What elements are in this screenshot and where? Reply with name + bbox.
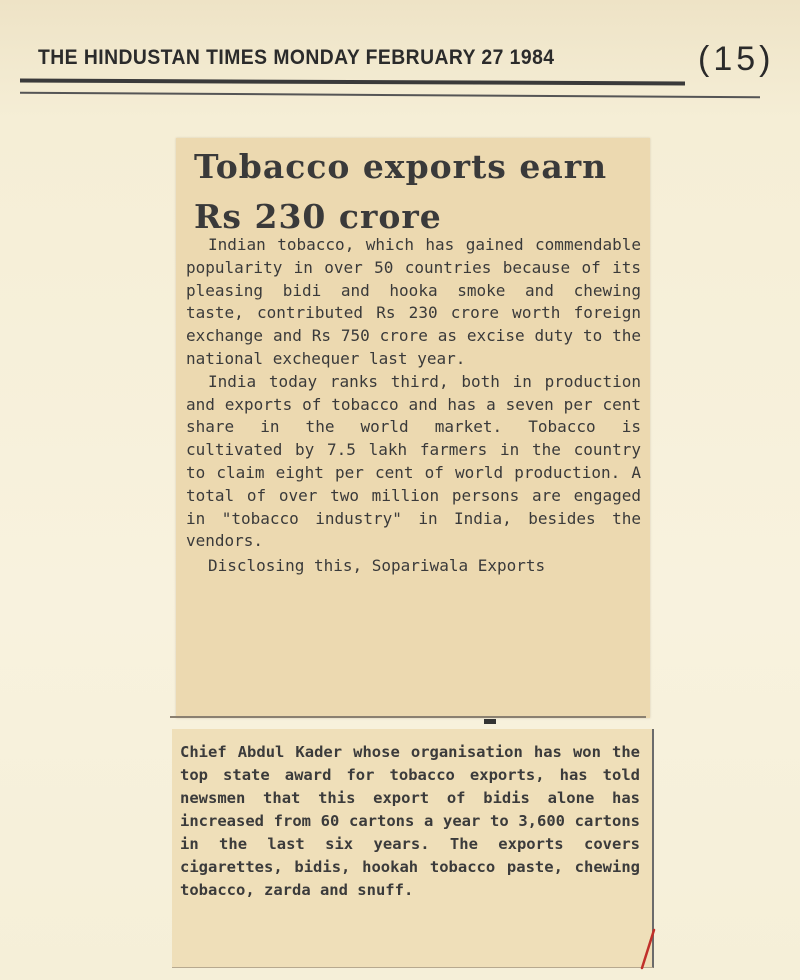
article-body — [186, 234, 641, 578]
divider-marker — [484, 719, 496, 724]
masthead — [20, 36, 790, 116]
article-clipping — [176, 138, 650, 718]
article-paragraph: Disclosing this, Sopariwala Exports — [208, 556, 546, 576]
article-headline: Tobacco exports earn Rs 230 crore — [194, 147, 608, 236]
masthead-rule-thick — [20, 79, 685, 86]
article-paragraph: Indian tobacco, which has gained commendable popularity in over 50 countries because of its pleasing bidi and hooka smoke and chewing taste, contributed Rs 230 crore worth foreign exchange and Rs 750 crore as excise duty to the national exchequer last year. — [186, 235, 641, 368]
masthead-rule-thin — [20, 92, 760, 99]
article-paragraph: India today ranks third, both in production and exports of tobacco and has a seven per cent share in the world market. Tobacco is cultivated by 7.5 lakh farmers in the country to claim eight per cent of world production. A total of over two million persons are engaged in "tobacco industry" in India, besides the vendors. — [186, 371, 641, 551]
continuation-body — [180, 741, 640, 902]
column-divider — [170, 716, 646, 718]
continuation-clipping — [172, 729, 654, 968]
masthead-dateline: THE HINDUSTAN TIMES MONDAY FEBRUARY 27 1984 — [38, 46, 555, 69]
page-number: (15) — [698, 40, 775, 78]
red-pen-mark — [630, 928, 660, 972]
continuation-paragraph: Chief Abdul Kader whose organisation has won the top state award for tobacco exports, has told newsmen that this export of bidis alone has increased from 60 cartons a year to 3,600 cartons in the last six years. The exports covers cigarettes, bidis, hookah tobacco paste, chewing tobacco, zarda and snuff. — [180, 743, 640, 899]
